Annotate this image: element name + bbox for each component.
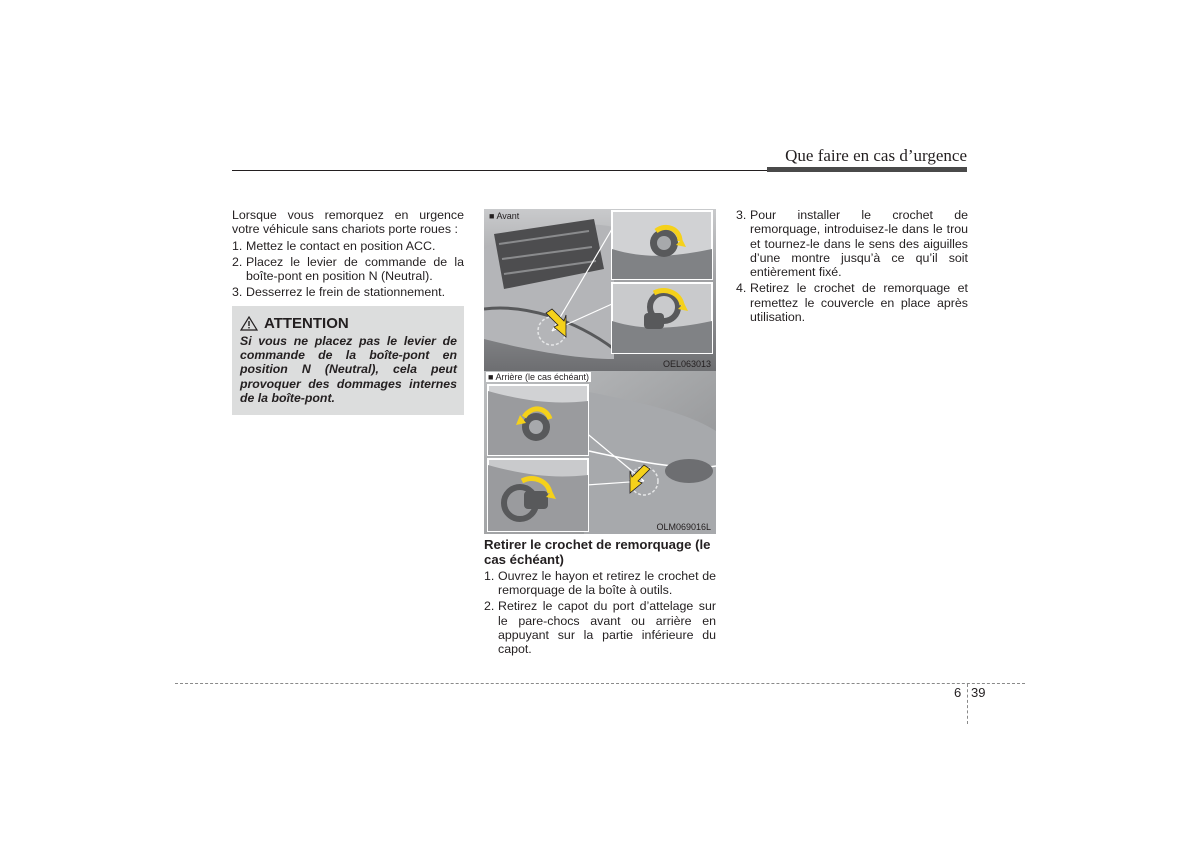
right-steps-list <box>736 208 968 324</box>
figure-code-front: OEL063013 <box>662 359 711 369</box>
step-text: Pour installer le crochet de remorquage, introduisez-le dans le trou et tournez-le dans le sens des aiguilles d’une montre jusqu’à ce qu’il soit entièrement fixé. <box>750 208 968 280</box>
chapter-number: 6 <box>954 685 962 700</box>
step-number: 2. <box>232 254 243 269</box>
page-number: 39 <box>971 685 986 700</box>
warning-triangle-icon <box>240 316 258 331</box>
figure-label-rear: ■ Arrière (le cas échéant) <box>488 372 589 382</box>
step-number: 2. <box>484 599 495 614</box>
footer-dashed-rule <box>175 683 1025 684</box>
rear-bumper-illustration <box>484 371 716 534</box>
step-text: Retirez le capot du port d’attelage sur le pare-chocs avant ou arrière en appuyant sur la partie inférieure du capot. <box>498 599 716 657</box>
middle-steps-list <box>484 569 716 657</box>
step-number: 4. <box>736 281 747 296</box>
figure-front-tow-hook <box>484 209 716 371</box>
step-number: 3. <box>736 208 747 222</box>
caution-text: Si vous ne placez pas le levier de commande de la boîte-pont en position N (Neutral), cela peut provoquer des dommages internes de la boîte-pont. <box>240 334 457 405</box>
middle-column <box>484 538 716 658</box>
caution-header <box>240 315 349 332</box>
step-text: Retirez le crochet de remorquage et remettez le couvercle en place après utilisation. <box>750 281 968 324</box>
step-number: 1. <box>232 238 243 253</box>
section-title: Retirer le crochet de remorquage (le cas échéant) <box>484 537 711 567</box>
figure-code-rear: OLM069016L <box>656 522 711 532</box>
left-column <box>232 208 464 301</box>
list-item <box>484 569 716 598</box>
list-item <box>232 239 464 253</box>
step-text: Desserrez le frein de stationnement. <box>246 285 446 300</box>
header-bar <box>767 167 967 172</box>
left-steps-list <box>232 239 464 300</box>
list-item <box>736 281 968 324</box>
step-number: 3. <box>232 285 243 300</box>
footer-vertical-rule <box>967 684 968 724</box>
list-item <box>484 599 716 656</box>
list-item <box>232 255 464 284</box>
figure-rear-tow-hook <box>484 371 716 534</box>
caution-title: ATTENTION <box>264 315 349 332</box>
caution-box <box>232 306 464 415</box>
list-item <box>232 285 464 299</box>
figure-label-front: ■ Avant <box>489 211 520 221</box>
step-text: Mettez le contact en position ACC. <box>246 238 436 253</box>
list-item <box>736 208 968 279</box>
page-header-title: Que faire en cas d’urgence <box>785 146 967 165</box>
front-bumper-illustration <box>484 209 716 371</box>
header-rule <box>232 170 767 171</box>
intro-paragraph: Lorsque vous remorquez en urgence votre véhicule sans chariots porte roues : <box>232 208 464 237</box>
step-number: 1. <box>484 569 495 583</box>
step-text: Placez le levier de commande de la boîte-pont en position N (Neutral). <box>246 254 464 283</box>
right-column <box>736 208 968 326</box>
step-text: Ouvrez le hayon et retirez le crochet de remorquage de la boîte à outils. <box>498 569 716 598</box>
